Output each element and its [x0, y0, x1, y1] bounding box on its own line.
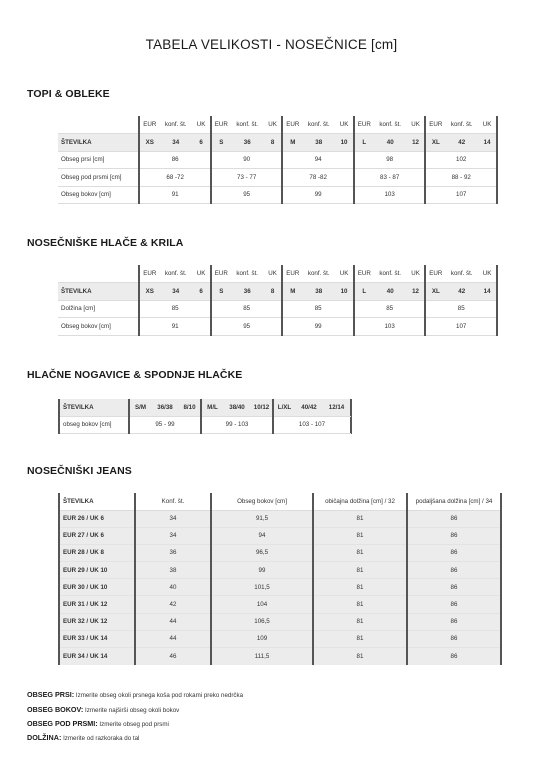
table-row	[59, 562, 501, 579]
size-cell: L	[354, 283, 374, 301]
value-cell: 103	[354, 318, 426, 336]
table-cell: EUR 26 / UK 6	[59, 510, 135, 527]
value-cell: 85	[211, 300, 283, 318]
table-row	[59, 416, 351, 433]
table-cell: EUR 30 / UK 10	[59, 579, 135, 596]
table-row	[59, 544, 501, 561]
header-cell: konf. št.	[302, 265, 335, 283]
size-cell: L	[354, 134, 374, 152]
header-cell: Konf. št.	[135, 493, 211, 510]
value-cell: 94	[282, 151, 354, 169]
table-cell: EUR 29 / UK 10	[59, 562, 135, 579]
row-label: ŠTEVILKA	[58, 134, 139, 152]
size-cell: 40	[374, 283, 407, 301]
tights-size-table	[58, 399, 352, 434]
section-title-tights: HLAČNE NOGAVICE & SPODNJE HLAČKE	[27, 369, 243, 381]
header-cell: UK	[335, 116, 354, 134]
table-cell: 81	[313, 510, 407, 527]
size-cell: 8	[264, 283, 283, 301]
table-cell: 81	[313, 544, 407, 561]
table-cell: 40	[135, 579, 211, 596]
table-cell: 86	[407, 630, 501, 647]
value-cell: 85	[425, 300, 497, 318]
table-cell: 42	[135, 596, 211, 613]
size-cell: 36/38	[151, 399, 179, 416]
table-row	[58, 318, 497, 336]
size-cell: 6	[192, 134, 211, 152]
value-cell: 107	[425, 186, 497, 204]
table-row	[59, 630, 501, 647]
table-row	[58, 169, 497, 187]
value-cell: 95 - 99	[129, 416, 201, 433]
value-cell: 99 - 103	[201, 416, 273, 433]
header-cell: EUR	[139, 116, 159, 134]
table-cell: 81	[313, 596, 407, 613]
size-cell: 8	[264, 134, 283, 152]
legend-key: OBSEG PRSI:	[27, 690, 75, 699]
table-cell: 34	[135, 510, 211, 527]
header-cell: Obseg bokov [cm]	[211, 493, 313, 510]
size-cell: 8/10	[179, 399, 201, 416]
value-cell: 95	[211, 186, 283, 204]
header-cell: UK	[478, 116, 497, 134]
row-label: obseg bokov [cm]	[59, 416, 129, 433]
header-cell: konf. št.	[231, 265, 264, 283]
value-cell: 85	[354, 300, 426, 318]
header-cell: EUR	[211, 265, 231, 283]
size-cell: M/L	[201, 399, 223, 416]
table-cell: 86	[407, 579, 501, 596]
table-cell: 94	[211, 527, 313, 544]
size-row	[59, 399, 351, 416]
table-row	[59, 648, 501, 665]
size-cell: S	[211, 283, 231, 301]
value-cell: 85	[139, 300, 211, 318]
header-cell: EUR	[425, 265, 445, 283]
header-cell: konf. št.	[445, 116, 478, 134]
size-cell: XS	[139, 134, 159, 152]
size-cell: 12	[407, 283, 426, 301]
value-cell: 103	[354, 186, 426, 204]
size-cell: XL	[425, 134, 445, 152]
table-cell: 81	[313, 648, 407, 665]
table-cell: 38	[135, 562, 211, 579]
table-cell: EUR 32 / UK 12	[59, 613, 135, 630]
size-row	[58, 283, 497, 301]
value-cell: 99	[282, 318, 354, 336]
size-cell: 14	[478, 283, 497, 301]
table-cell: EUR 31 / UK 12	[59, 596, 135, 613]
value-cell: 85	[282, 300, 354, 318]
value-cell: 91	[139, 186, 211, 204]
value-cell: 68 -72	[139, 169, 211, 187]
table-row	[58, 151, 497, 169]
row-label: Obseg prsi [cm]	[58, 151, 139, 169]
tops-size-table	[58, 116, 498, 204]
table-cell: EUR 27 / UK 6	[59, 527, 135, 544]
legend-key: DOLŽINA:	[27, 733, 62, 742]
header-cell: EUR	[354, 116, 374, 134]
size-cell: XS	[139, 283, 159, 301]
value-cell: 103 - 107	[273, 416, 351, 433]
header-cell: EUR	[139, 265, 159, 283]
header-cell: konf. št.	[159, 265, 192, 283]
table-cell: 86	[407, 510, 501, 527]
header-cell: EUR	[425, 116, 445, 134]
table-row	[59, 527, 501, 544]
header-cell: EUR	[211, 116, 231, 134]
table-cell: 81	[313, 630, 407, 647]
table-cell: 96,5	[211, 544, 313, 561]
table-header-row	[59, 493, 501, 510]
value-cell: 95	[211, 318, 283, 336]
header-cell: konf. št.	[445, 265, 478, 283]
header-cell-empty	[58, 265, 139, 283]
table-row	[59, 613, 501, 630]
value-cell: 107	[425, 318, 497, 336]
section-title-trousers: NOSEČNIŠKE HLAČE & KRILA	[27, 237, 184, 249]
header-cell: konf. št.	[374, 116, 407, 134]
value-cell: 83 - 87	[354, 169, 426, 187]
header-cell: UK	[407, 265, 426, 283]
size-cell: 40/42	[295, 399, 323, 416]
header-cell: konf. št.	[231, 116, 264, 134]
header-cell: UK	[335, 265, 354, 283]
header-cell: konf. št.	[159, 116, 192, 134]
value-cell: 73 - 77	[211, 169, 283, 187]
table-cell: 81	[313, 562, 407, 579]
table-cell: 99	[211, 562, 313, 579]
legend-key: OBSEG BOKOV:	[27, 705, 84, 714]
table-cell: 86	[407, 613, 501, 630]
row-label: ŠTEVILKA	[59, 399, 129, 416]
row-label: ŠTEVILKA	[58, 283, 139, 301]
size-cell: S/M	[129, 399, 151, 416]
table-cell: 109	[211, 630, 313, 647]
value-cell: 90	[211, 151, 283, 169]
table-cell: 86	[407, 596, 501, 613]
table-cell: 111,5	[211, 648, 313, 665]
value-cell: 78 -82	[282, 169, 354, 187]
size-cell: 42	[445, 134, 478, 152]
jeans-size-table	[58, 493, 502, 665]
value-cell: 91	[139, 318, 211, 336]
value-cell: 98	[354, 151, 426, 169]
value-cell: 86	[139, 151, 211, 169]
legend-text: Izmerite od razkoraka do tal	[63, 735, 140, 742]
value-cell: 102	[425, 151, 497, 169]
size-cell: 34	[159, 283, 192, 301]
legend-item	[27, 690, 243, 699]
header-cell: ŠTEVILKA	[59, 493, 135, 510]
table-cell: EUR 28 / UK 8	[59, 544, 135, 561]
table-cell: 101,5	[211, 579, 313, 596]
table-cell: EUR 34 / UK 14	[59, 648, 135, 665]
size-cell: 10/12	[251, 399, 273, 416]
size-cell: 42	[445, 283, 478, 301]
table-cell: 36	[135, 544, 211, 561]
trousers-size-table	[58, 265, 498, 336]
legend-item	[27, 719, 169, 728]
table-row	[59, 596, 501, 613]
table-cell: 81	[313, 579, 407, 596]
header-cell: konf. št.	[302, 116, 335, 134]
table-cell: 106,5	[211, 613, 313, 630]
header-cell: UK	[192, 265, 211, 283]
header-cell: EUR	[354, 265, 374, 283]
table-row	[59, 579, 501, 596]
section-title-jeans: NOSEČNIŠKI JEANS	[27, 465, 132, 477]
size-cell: S	[211, 134, 231, 152]
section-title-tops: TOPI & OBLEKE	[27, 88, 110, 100]
size-cell: 38	[302, 283, 335, 301]
table-row	[58, 186, 497, 204]
table-cell: 104	[211, 596, 313, 613]
value-cell: 99	[282, 186, 354, 204]
header-cell: UK	[478, 265, 497, 283]
row-label: Obseg bokov [cm]	[58, 186, 139, 204]
row-label: Dolžina [cm]	[58, 300, 139, 318]
header-cell: UK	[264, 265, 283, 283]
table-cell: 86	[407, 648, 501, 665]
table-cell: 91,5	[211, 510, 313, 527]
size-cell: 38/40	[223, 399, 251, 416]
size-row	[58, 134, 497, 152]
legend-text: Izmerite obseg okoli prsnega koša pod rokami preko nedrčka	[75, 692, 244, 699]
size-cell: 34	[159, 134, 192, 152]
size-cell: 12/14	[323, 399, 351, 416]
row-label: Obseg bokov [cm]	[58, 318, 139, 336]
table-cell: 81	[313, 613, 407, 630]
legend-item	[27, 705, 179, 714]
size-cell: 6	[192, 283, 211, 301]
size-cell: M	[282, 283, 302, 301]
row-label: Obseg pod prsmi [cm]	[58, 169, 139, 187]
legend-item	[27, 733, 139, 742]
table-row	[58, 300, 497, 318]
size-cell: 40	[374, 134, 407, 152]
header-cell: UK	[264, 116, 283, 134]
size-cell: M	[282, 134, 302, 152]
table-row	[59, 510, 501, 527]
size-cell: 36	[231, 283, 264, 301]
size-cell: 38	[302, 134, 335, 152]
header-cell: UK	[192, 116, 211, 134]
table-cell: 86	[407, 562, 501, 579]
table-header-row	[58, 116, 497, 134]
header-cell: podaljšana dolžina [cm] / 34	[407, 493, 501, 510]
table-cell: 34	[135, 527, 211, 544]
value-cell: 88 - 92	[425, 169, 497, 187]
size-cell: 14	[478, 134, 497, 152]
size-cell: 12	[407, 134, 426, 152]
table-cell: 86	[407, 527, 501, 544]
header-cell: EUR	[282, 265, 302, 283]
header-cell: običajna dolžina [cm] / 32	[313, 493, 407, 510]
table-cell: 44	[135, 613, 211, 630]
legend-key: OBSEG POD PRSMI:	[27, 719, 98, 728]
table-cell: 46	[135, 648, 211, 665]
table-cell: 44	[135, 630, 211, 647]
header-cell: UK	[407, 116, 426, 134]
size-cell: L/XL	[273, 399, 295, 416]
header-cell: konf. št.	[374, 265, 407, 283]
legend-text: Izmerite obseg pod prsmi	[99, 721, 169, 728]
table-cell: 86	[407, 544, 501, 561]
table-cell: 81	[313, 527, 407, 544]
size-cell: 36	[231, 134, 264, 152]
size-cell: 10	[335, 283, 354, 301]
table-cell: EUR 33 / UK 14	[59, 630, 135, 647]
page-title: TABELA VELIKOSTI - NOSEČNICE [cm]	[145, 37, 398, 52]
table-header-row	[58, 265, 497, 283]
header-cell-empty	[58, 116, 139, 134]
size-cell: XL	[425, 283, 445, 301]
legend-text: Izmerite najširši obseg okoli bokov	[85, 707, 180, 714]
size-cell: 10	[335, 134, 354, 152]
header-cell: EUR	[282, 116, 302, 134]
